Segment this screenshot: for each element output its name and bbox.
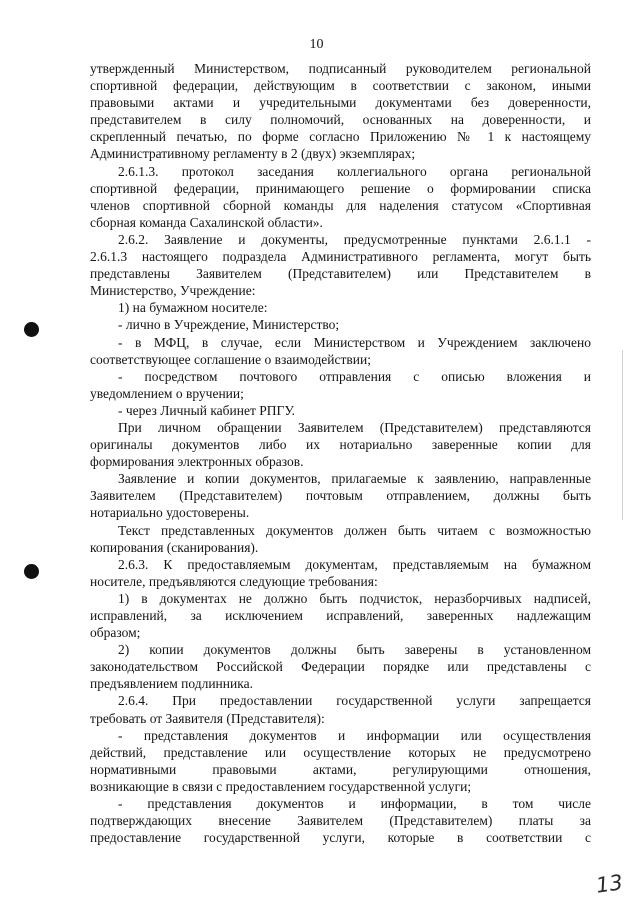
document-body [90, 60, 591, 846]
text-line: 1) на бумажном носителе: [118, 300, 268, 316]
text-line: представителем в силу полномочий, основанных на доверенности, и [90, 112, 591, 128]
punch-hole-mark [24, 322, 39, 337]
text-line: 2.6.2. Заявление и документы, предусмотренные пунктами 2.6.1.1 - [118, 231, 591, 247]
text-line: При личном обращении Заявителем (Представителем) представляются [118, 419, 591, 435]
text-line: 2.6.1.3 настоящего подраздела Административного регламента, могут быть [90, 249, 591, 265]
text-line: Министерство, Учреждение: [90, 283, 256, 299]
text-line: сборная команда Сахалинской области». [90, 214, 323, 230]
text-line: спортивной федерации, принимающего решение о формировании списка [90, 180, 591, 196]
text-line: формирования электронных образов. [90, 454, 304, 470]
text-line: образом; [90, 625, 141, 641]
text-line: правовыми актами и учредительными документами без доверенности, [90, 95, 591, 111]
text-line: членов спортивной сборной команды для наделения статусом «Спортивная [90, 197, 591, 213]
text-line: Заявление и копии документов, прилагаемые к заявлению, направленные [118, 471, 591, 487]
text-line: оригиналы документов либо их нотариально заверенные копии для [90, 437, 591, 453]
text-line: 2.6.3. К предоставляемым документам, представляемым на бумажном [118, 556, 591, 572]
text-line: представлены Заявителем (Представителем) или Представителем в [90, 266, 591, 282]
text-line: уведомлением о вручении; [90, 385, 244, 401]
text-line: скрепленный печатью, по форме согласно Приложению № 1 к настоящему [90, 129, 591, 145]
text-line: нотариально удостоверены. [90, 505, 250, 521]
text-line: - лично в Учреждение, Министерство; [118, 317, 340, 333]
text-line: носителе, предъявляются следующие требования: [90, 573, 378, 589]
text-line: Текст представленных документов должен быть читаем с возможностью [118, 522, 591, 538]
text-line: требовать от Заявителя (Представителя): [90, 710, 325, 726]
text-line: - посредством почтового отправления с описью вложения и [118, 368, 591, 384]
page-number: 10 [309, 37, 324, 52]
text-line: Заявителем (Представителем) почтовым отправлением, должны быть [90, 488, 591, 504]
text-line: - представления документов и информации, в том числе [118, 796, 591, 812]
text-line: законодательством Российской Федерации порядке или представлены с [90, 659, 591, 675]
punch-hole-mark [24, 564, 39, 579]
text-line: предоставление государственной услуги, которые в соответствии с [90, 830, 591, 846]
text-line: 2.6.1.3. протокол заседания коллегиального органа региональной [118, 163, 591, 179]
text-line: соответствующее соглашение о взаимодействии; [90, 351, 371, 367]
text-line: копирования (сканирования). [90, 539, 259, 555]
text-line: 2.6.4. При предоставлении государственной услуги запрещается [118, 693, 591, 709]
text-line: 2) копии документов должны быть заверены в установленном [118, 642, 591, 658]
text-line: - представления документов и информации или осуществления [118, 727, 591, 743]
text-line: подтверждающих внесение Заявителем (Представителем) платы за [90, 813, 591, 829]
text-line: возникающие в связи с предоставлением государственной услуги; [90, 778, 472, 794]
text-line: утвержденный Министерством, подписанный руководителем региональной [90, 61, 591, 76]
scan-artifact-line [622, 350, 623, 520]
handwritten-page-number: 13 [594, 870, 625, 898]
text-line: спортивной федерации, действующим в соответствии с законом, иными [90, 78, 591, 94]
text-line: - через Личный кабинет РПГУ. [118, 402, 296, 418]
text-line: исправлений, за исключением исправлений, заверенных надлежащим [90, 608, 591, 623]
text-line: действий, представление или осуществление которых не предусмотрено [90, 744, 591, 760]
text-line: предъявлением подлинника. [90, 676, 253, 692]
text-line: Административному регламенту в 2 (двух) экземплярах; [90, 146, 416, 162]
text-line: нормативными правовыми актами, регулирующими отношения, [90, 761, 591, 777]
text-line: 1) в документах не должно быть подчисток, неразборчивых надписей, [118, 590, 591, 606]
text-line: - в МФЦ, в случае, если Министерством и Учреждением заключено [118, 334, 591, 350]
